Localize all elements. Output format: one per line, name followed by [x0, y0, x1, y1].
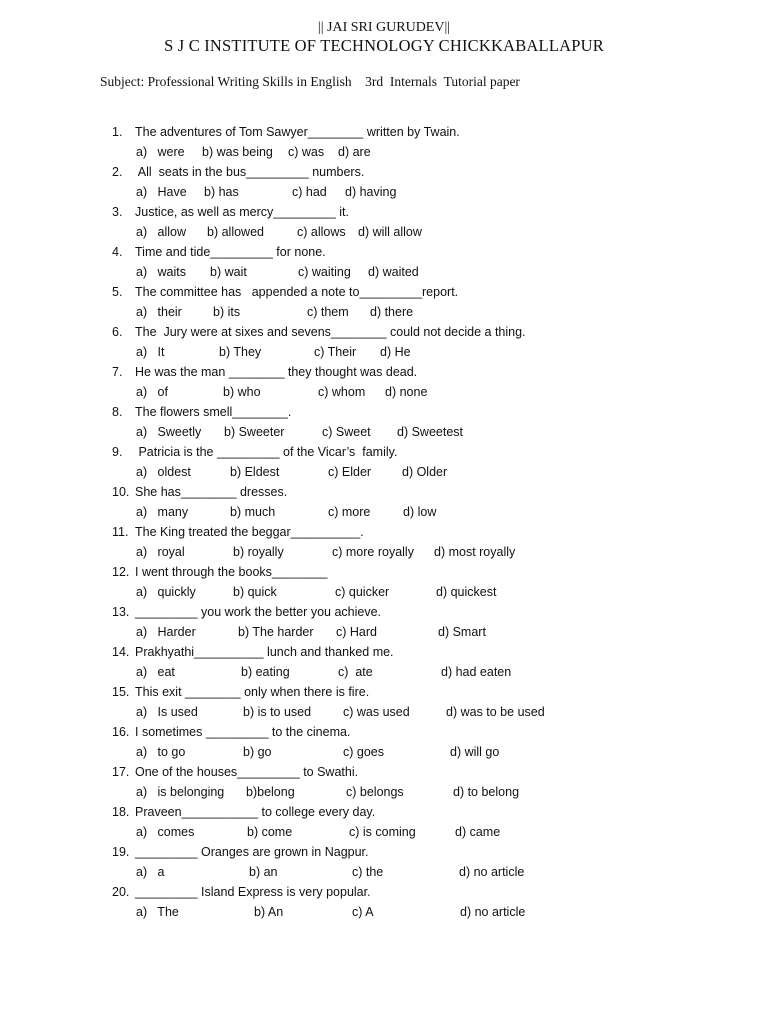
answer-option: c) A — [352, 905, 374, 919]
answer-option: c) belongs — [346, 785, 404, 799]
question-number: 9. — [112, 445, 123, 459]
answer-option: a) to go — [136, 745, 186, 759]
question-text: Justice, as well as mercy_________ it. — [135, 205, 349, 219]
question-text: I sometimes _________ to the cinema. — [135, 725, 351, 739]
answer-option: c) the — [352, 865, 384, 879]
question-text: Time and tide_________ for none. — [135, 245, 326, 259]
answer-option: b) They — [219, 345, 262, 359]
answer-option: d) had eaten — [441, 665, 512, 679]
question-item — [0, 162, 768, 202]
question-item — [0, 322, 768, 362]
question-text: This exit ________ only when there is fire. — [135, 685, 370, 699]
question-item — [0, 362, 768, 402]
question-item — [0, 762, 768, 802]
answer-option: a) were — [136, 145, 185, 159]
question-number: 12. — [112, 565, 130, 579]
question-item — [0, 482, 768, 522]
question-text: The adventures of Tom Sawyer________ written by Twain. — [135, 125, 460, 139]
answer-option: b) has — [204, 185, 239, 199]
answer-option: b) The harder — [238, 625, 314, 639]
question-number: 10. — [112, 485, 130, 499]
question-number: 18. — [112, 805, 130, 819]
question-text: _________ you work the better you achieve. — [135, 605, 382, 619]
answer-option: d) none — [385, 385, 428, 399]
question-item — [0, 682, 768, 722]
answer-option: b) eating — [241, 665, 290, 679]
answer-option: c) allows — [297, 225, 346, 239]
question-item — [0, 562, 768, 602]
answer-option: a) It — [136, 345, 165, 359]
answer-option: a) oldest — [136, 465, 191, 479]
answer-option: b) An — [254, 905, 284, 919]
answer-option: c) Hard — [336, 625, 377, 639]
answer-option: c) is coming — [349, 825, 416, 839]
answer-option: b) much — [230, 505, 276, 519]
answer-option: a) a — [136, 865, 165, 879]
answer-option: c) more royally — [332, 545, 414, 559]
answer-option: d) most royally — [434, 545, 516, 559]
answer-option: a) is belonging — [136, 785, 225, 799]
answer-option: d) quickest — [436, 585, 497, 599]
question-number: 17. — [112, 765, 130, 779]
question-item — [0, 882, 768, 922]
question-number: 16. — [112, 725, 130, 739]
question-number: 4. — [112, 245, 123, 259]
answer-option: c) was used — [343, 705, 410, 719]
question-text: Patricia is the _________ of the Vicar’s family. — [135, 445, 398, 459]
subject-line: Subject: Professional Writing Skills in English 3rd Internals Tutorial paper — [100, 74, 520, 89]
answer-option: c) Sweet — [322, 425, 371, 439]
question-item — [0, 442, 768, 482]
question-item — [0, 122, 768, 162]
question-text: All seats in the bus_________ numbers. — [135, 165, 365, 179]
answer-option: d) He — [380, 345, 411, 359]
answer-option: a) quickly — [136, 585, 196, 599]
answer-option: d) came — [455, 825, 501, 839]
answer-option: c) Elder — [328, 465, 372, 479]
question-text: The Jury were at sixes and sevens________ could not decide a thing. — [135, 325, 526, 339]
question-number: 2. — [112, 165, 123, 179]
question-text: She has________ dresses. — [135, 485, 288, 499]
question-item — [0, 642, 768, 682]
answer-option: a) many — [136, 505, 189, 519]
answer-option: c) quicker — [335, 585, 390, 599]
answer-option: b) wait — [210, 265, 247, 279]
answer-option: d) will allow — [358, 225, 422, 239]
answer-option: c) goes — [343, 745, 384, 759]
answer-option: c) them — [307, 305, 349, 319]
question-text: I went through the books________ — [135, 565, 328, 579]
answer-option: b)belong — [246, 785, 295, 799]
answer-option: b) was being — [202, 145, 273, 159]
answer-option: b) allowed — [207, 225, 264, 239]
answer-option: c) was — [288, 145, 325, 159]
answer-option: d) are — [338, 145, 371, 159]
answer-option: a) their — [136, 305, 182, 319]
question-number: 7. — [112, 365, 123, 379]
question-number: 19. — [112, 845, 130, 859]
answer-option: a) Have — [136, 185, 187, 199]
answer-option: b) an — [249, 865, 278, 879]
answer-option: d) Older — [402, 465, 448, 479]
question-list — [0, 122, 768, 922]
question-number: 11. — [112, 525, 129, 539]
question-number: 13. — [112, 605, 130, 619]
question-text: Prakhyathi__________ lunch and thanked me. — [135, 645, 394, 659]
answer-option: d) Sweetest — [397, 425, 464, 439]
answer-option: c) waiting — [298, 265, 351, 279]
question-item — [0, 242, 768, 282]
answer-option: b) quick — [233, 585, 277, 599]
answer-option: d) waited — [368, 265, 419, 279]
answer-option: b) come — [247, 825, 293, 839]
answer-option: a) The — [136, 905, 179, 919]
question-text: Praveen___________ to college every day. — [135, 805, 376, 819]
answer-option: b) royally — [233, 545, 284, 559]
answer-option: b) who — [223, 385, 261, 399]
question-text: The committee has appended a note to_________report. — [135, 285, 459, 299]
answer-option: b) go — [243, 745, 272, 759]
question-number: 14. — [112, 645, 130, 659]
answer-option: a) comes — [136, 825, 195, 839]
answer-option: c) ate — [338, 665, 373, 679]
answer-option: d) having — [345, 185, 397, 199]
answer-option: d) Smart — [438, 625, 486, 639]
answer-option: d) there — [370, 305, 414, 319]
question-number: 1. — [112, 125, 123, 139]
answer-option: b) Eldest — [230, 465, 280, 479]
answer-option: c) had — [292, 185, 327, 199]
question-number: 15. — [112, 685, 130, 699]
answer-option: a) eat — [136, 665, 175, 679]
answer-option: c) whom — [318, 385, 366, 399]
question-number: 6. — [112, 325, 123, 339]
answer-option: a) Is used — [136, 705, 198, 719]
question-item — [0, 402, 768, 442]
answer-option: d) no article — [459, 865, 525, 879]
motto: || JAI SRI GURUDEV|| — [317, 20, 451, 35]
question-item — [0, 802, 768, 842]
answer-option: c) Their — [314, 345, 357, 359]
answer-option: c) more — [328, 505, 371, 519]
answer-option: d) was to be used — [446, 705, 545, 719]
question-item — [0, 522, 768, 562]
question-item — [0, 282, 768, 322]
answer-option: d) low — [403, 505, 437, 519]
question-item — [0, 722, 768, 762]
question-number: 20. — [112, 885, 130, 899]
question-text: He was the man ________ they thought was dead. — [135, 365, 418, 379]
answer-option: b) is to used — [243, 705, 312, 719]
question-text: The King treated the beggar__________. — [135, 525, 364, 539]
institute-name: S J C INSTITUTE OF TECHNOLOGY CHICKKABALLAPUR — [164, 36, 604, 55]
question-text: The flowers smell________. — [135, 405, 292, 419]
question-text: One of the houses_________ to Swathi. — [135, 765, 359, 779]
answer-option: b) its — [213, 305, 241, 319]
question-number: 5. — [112, 285, 123, 299]
answer-option: a) allow — [136, 225, 187, 239]
question-item — [0, 842, 768, 882]
answer-option: d) will go — [450, 745, 500, 759]
answer-option: d) to belong — [453, 785, 520, 799]
question-number: 8. — [112, 405, 123, 419]
question-item — [0, 202, 768, 242]
answer-option: d) no article — [460, 905, 526, 919]
question-item — [0, 602, 768, 642]
answer-option: a) of — [136, 385, 168, 399]
answer-option: a) waits — [136, 265, 187, 279]
question-text: _________ Oranges are grown in Nagpur. — [135, 845, 369, 859]
answer-option: a) Harder — [136, 625, 196, 639]
question-number: 3. — [112, 205, 123, 219]
answer-option: a) royal — [136, 545, 185, 559]
question-text: _________ Island Express is very popular. — [135, 885, 371, 899]
answer-option: a) Sweetly — [136, 425, 202, 439]
answer-option: b) Sweeter — [224, 425, 285, 439]
